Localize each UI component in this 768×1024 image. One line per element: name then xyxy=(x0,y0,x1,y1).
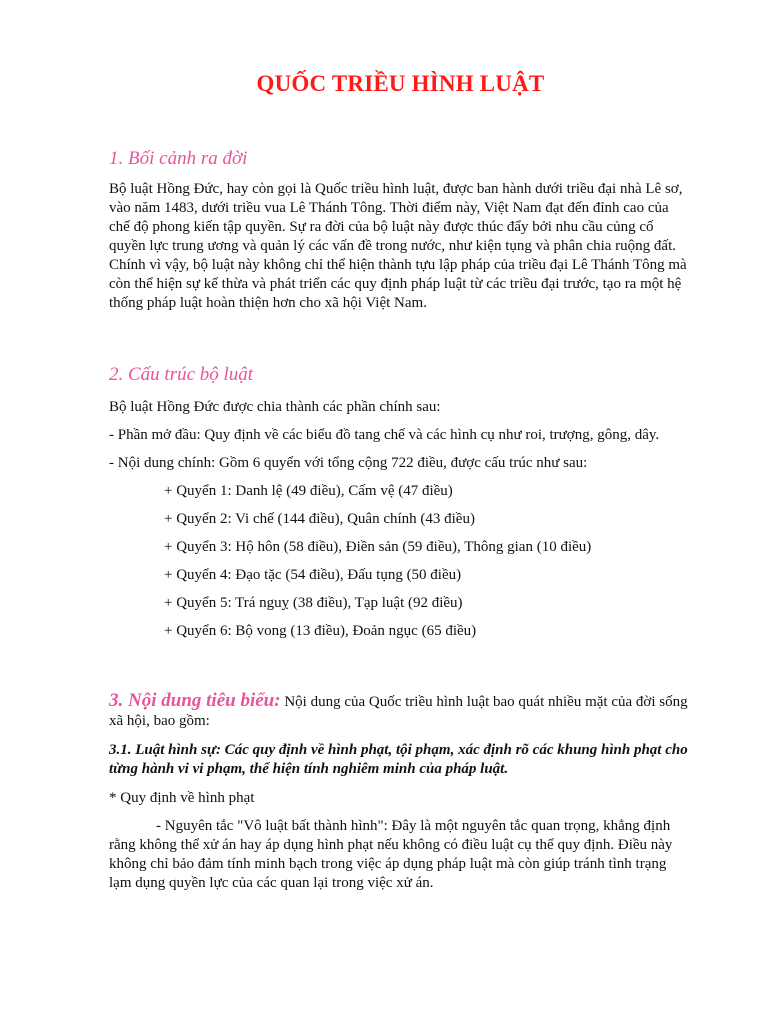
section-heading-content: 3. Nội dung tiêu biểu: xyxy=(109,690,281,711)
content-section xyxy=(109,691,692,731)
context-paragraph: Bộ luật Hồng Đức, hay còn gọi là Quốc triều hình luật, được ban hành dưới triều đại nhà Lê sơ, vào năm 1483, dưới triều vua Lê Thánh Tông. Thời điểm này, Việt Nam đạt đến đỉnh cao của chế độ phong kiến tập quyền. Sự ra đời của bộ luật này được thúc đẩy bởi nhu cầu củng cố quyền lực trung ương và quản lý các vấn đề trong nước, như kiện tụng và phân chia ruộng đất. Chính vì vậy, bộ luật này không chỉ thể hiện thành tựu lập pháp của triều đại Lê Thánh Tông mà còn thể hiện sự kế thừa và phát triển các quy định pháp luật từ các triều đại trước, tạo ra một hệ thống pháp luật hoàn thiện hơn cho xã hội Việt Nam. xyxy=(109,181,687,311)
book-item-2: + Quyển 2: Vi chế (144 điều), Quân chính (43 điều) xyxy=(164,511,475,527)
structure-intro: Bộ luật Hồng Đức được chia thành các phần chính sau: xyxy=(109,399,441,415)
document-title: QUỐC TRIỀU HÌNH LUẬT xyxy=(256,71,545,96)
principle-paragraph: - Nguyên tắc "Vô luật bất thành hình": Đây là một nguyên tắc quan trọng, khẳng định rằng không thể xử án hay áp dụng hình phạt nếu không có điều luật cụ thể quy định. Điều này không chỉ bảo đảm tính minh bạch trong việc áp dụng pháp luật mà còn giúp tránh tình trạng lạm dụng quyền lực của các quan lại trong việc xử án. xyxy=(109,818,673,891)
book-item-4: + Quyển 4: Đạo tặc (54 điều), Đấu tụng (50 điều) xyxy=(164,567,462,583)
section-heading-structure: 2. Cấu trúc bộ luật xyxy=(109,364,254,385)
structure-part-opening: - Phần mở đầu: Quy định về các biểu đồ tang chế và các hình cụ như roi, trượng, gông, dây. xyxy=(109,427,660,443)
penalty-bullet: * Quy định về hình phạt xyxy=(109,790,255,806)
section-heading-context: 1. Bối cảnh ra đời xyxy=(109,148,248,169)
content-intro: Nội dung của Quốc triều hình luật bao quát nhiều mặt của đời sống xã hội, bao gồm: xyxy=(109,694,688,729)
structure-part-main: - Nội dung chính: Gồm 6 quyển với tổng cộng 722 điều, được cấu trúc như sau: xyxy=(109,455,588,471)
book-item-5: + Quyển 5: Trá nguỵ (38 điều), Tạp luật (92 điều) xyxy=(164,595,463,611)
criminal-law-subheading: 3.1. Luật hình sự: Các quy định về hình phạt, tội phạm, xác định rõ các khung hình phạt cho từng hành vi vi phạm, thể hiện tính nghiêm minh của pháp luật. xyxy=(109,742,688,777)
book-list xyxy=(109,482,692,641)
book-item-1: + Quyển 1: Danh lệ (49 điều), Cấm vệ (47 điều) xyxy=(164,483,453,499)
book-item-3: + Quyển 3: Hộ hôn (58 điều), Điền sản (59 điều), Thông gian (10 điều) xyxy=(164,539,592,555)
book-item-6: + Quyển 6: Bộ vong (13 điều), Đoản ngục (65 điều) xyxy=(164,623,477,639)
